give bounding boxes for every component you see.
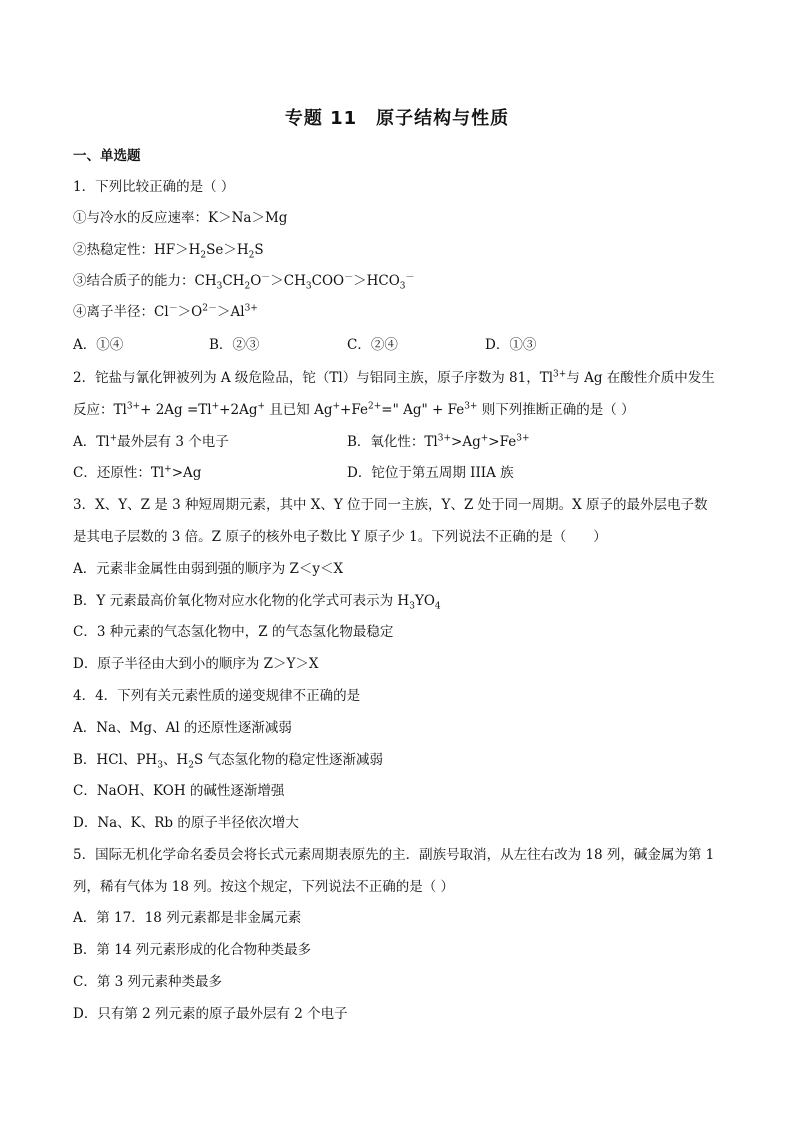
q2-stem-line-2: 反应：$Tl^{3+}+ 2Ag =Tl^++2Ag^+$ 且已知 $Ag^++Fe^{2+}=$" Ag" + $Fe^{3+}$ 则下列推断正确的是（ ） bbox=[73, 401, 635, 418]
q3-stem-line-2: 是其电子层数的 3 倍。Z 原子的核外电子数比 Y 原子少 1。下列说法不正确的是（ ） bbox=[73, 529, 607, 545]
q4-option-a: A．Na、Mg、Al 的还原性逐渐减弱 bbox=[73, 720, 292, 736]
q1-option-c: C．②④ bbox=[347, 337, 398, 353]
q1-stem: 1．下列比较正确的是（ ） bbox=[73, 179, 235, 195]
q2-option-c: C．还原性：Tl+>Ag bbox=[73, 464, 202, 481]
q1-statement-2: ②热稳定性：$HF>H_2Se>H_2S$ bbox=[73, 242, 264, 261]
q5-option-d: D．只有第 2 列元素的原子最外层有 2 个电子 bbox=[73, 1006, 348, 1022]
q5-option-a: A．第 17．18 列元素都是非金属元素 bbox=[73, 910, 302, 926]
q2-option-d: D．铊位于第五周期 IIIA 族 bbox=[347, 465, 514, 481]
q1-statement-4: ④离子半径：$Cl^->O^{2-}>Al^{3+}$ bbox=[73, 303, 258, 320]
q3-option-c: C．3 种元素的气态氢化物中，Z 的气态氢化物最稳定 bbox=[73, 624, 394, 640]
q1-option-a: A．①④ bbox=[73, 337, 124, 353]
q3-option-d: D．原子半径由大到小的顺序为 Z＞Y＞X bbox=[73, 656, 319, 672]
q1-statement-1: ①与冷水的反应速率：K＞Na＞Mg bbox=[73, 210, 288, 226]
section-heading: 一、单选题 bbox=[73, 148, 141, 164]
q5-stem-line-2: 列，稀有气体为 18 列。按这个规定，下列说法不正确的是（ ） bbox=[73, 879, 455, 895]
q1-option-d: D．①③ bbox=[485, 337, 537, 353]
q1-statement-3: ③结合质子的能力：$CH_3CH_2O^->CH_3COO^->HCO_3^-$ bbox=[73, 272, 415, 292]
q5-option-c: C．第 3 列元素种类最多 bbox=[73, 974, 223, 990]
q5-stem-line-1: 5．国际无机化学命名委员会将长式元素周期表原先的主．副族号取消，从左往右改为 18 列，碱金属为第 1 bbox=[73, 847, 715, 863]
page-title: 专题 11 原子结构与性质 bbox=[284, 108, 510, 129]
q3-stem-line-1: 3．X、Y、Z 是 3 种短周期元素，其中 X、Y 位于同一主族，Y、Z 处于同一周期。X 原子的最外层电子数 bbox=[73, 497, 708, 513]
q3-option-b: B．Y 元素最高价氧化物对应水化物的化学式可表示为 $H_3YO_4$ bbox=[73, 593, 441, 612]
q4-stem: 4．4．下列有关元素性质的递变规律不正确的是 bbox=[73, 688, 361, 704]
q2-option-b: B．氧化性：$Tl^{3+}>Ag^+>Fe^{3+}$ bbox=[347, 433, 530, 450]
q5-option-b: B．第 14 列元素形成的化合物种类最多 bbox=[73, 942, 312, 958]
q2-option-a: A．Tl+最外层有 3 个电子 bbox=[73, 433, 229, 450]
q2-stem-line-1: 2．铊盐与氰化钾被列为 A 级危险品，铊（Tl）与铝同主族，原子序数为 81，$Tl^{3+}$与 Ag 在酸性介质中发生 bbox=[73, 369, 715, 386]
q3-option-a: A．元素非金属性由弱到强的顺序为 Z＜y＜X bbox=[73, 561, 344, 577]
q1-option-b: B．②③ bbox=[209, 337, 260, 353]
q4-option-d: D．Na、K、Rb 的原子半径依次增大 bbox=[73, 815, 299, 831]
q4-option-c: C．NaOH、KOH 的碱性逐渐增强 bbox=[73, 783, 285, 799]
q4-option-b: B．HCl、$PH_3$、$H_2S$ 气态氢化物的稳定性逐渐减弱 bbox=[73, 752, 383, 771]
